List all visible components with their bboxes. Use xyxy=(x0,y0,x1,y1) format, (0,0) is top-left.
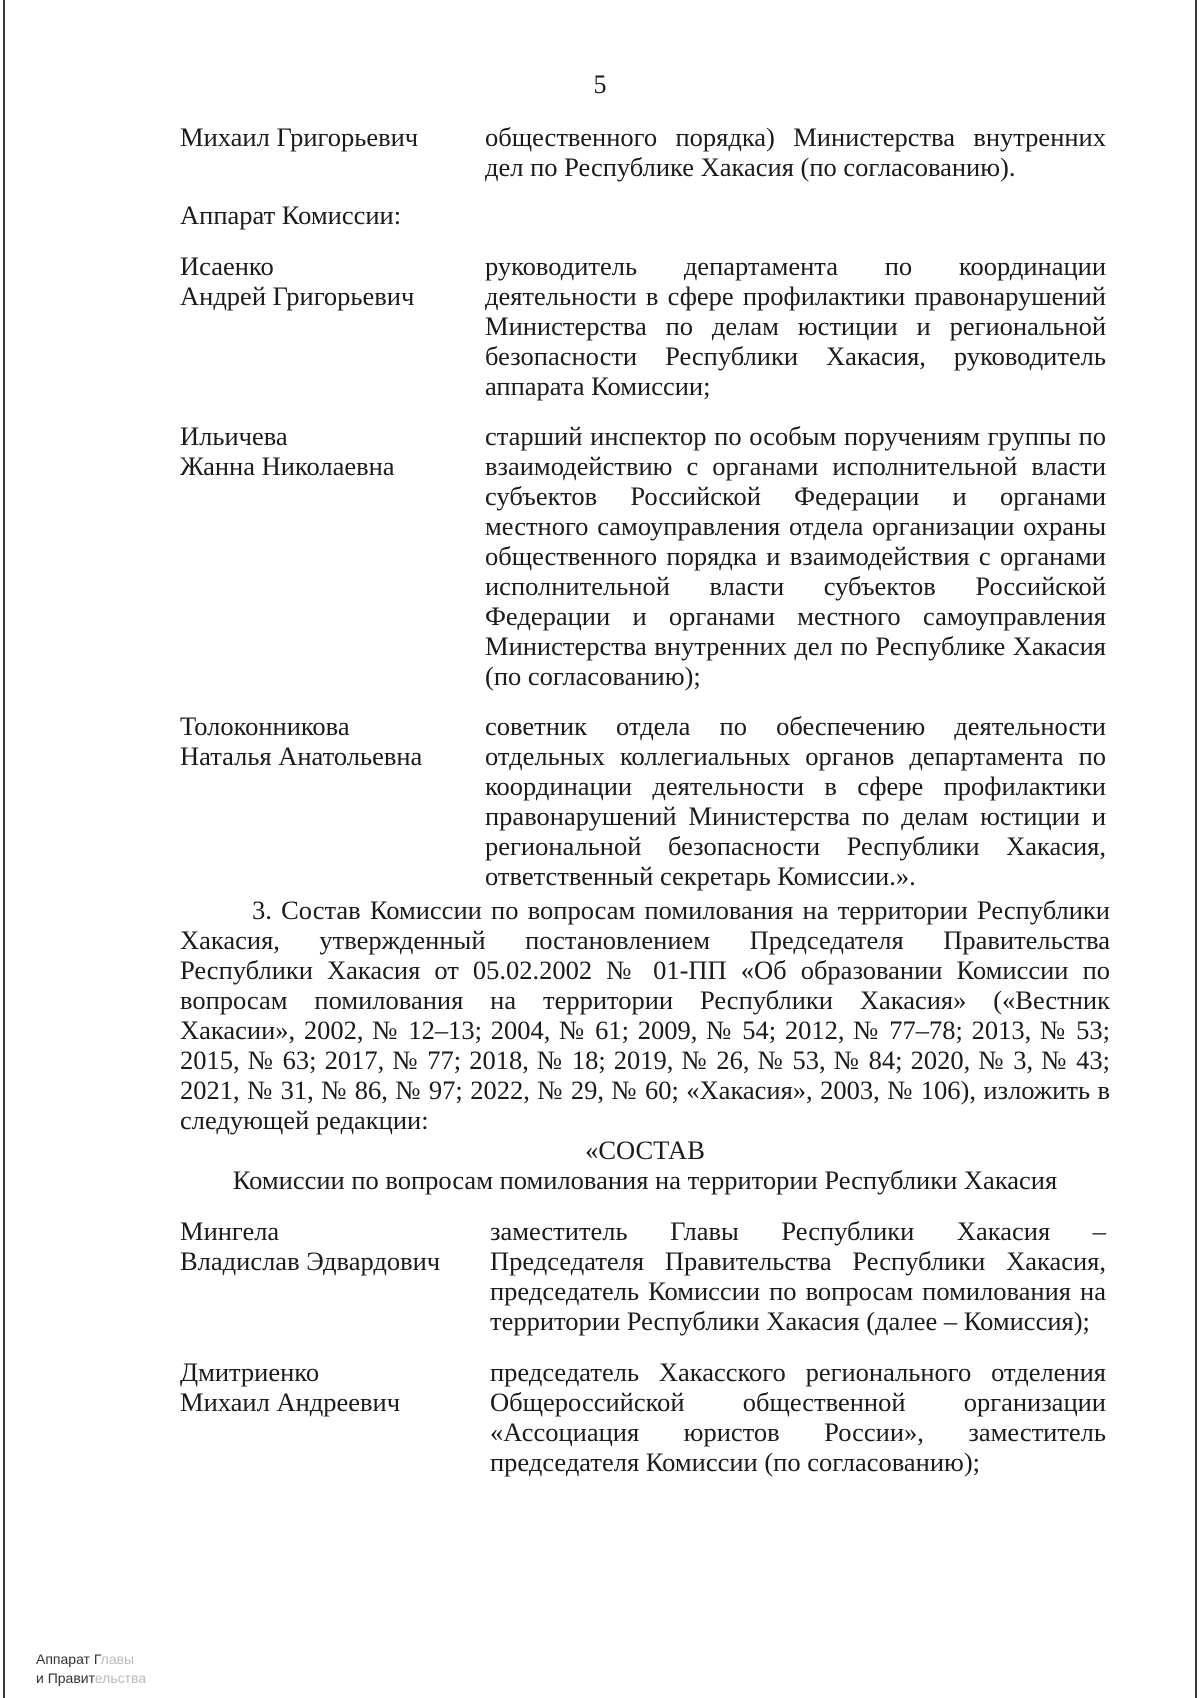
person-name xyxy=(180,711,485,891)
given-names: Андрей Григорьевич xyxy=(180,281,415,311)
scan-edge-left xyxy=(3,0,5,1698)
person-position: общественного порядка) Министерства внутренних дел по Республике Хакасия (по согласованию). xyxy=(485,122,1106,182)
office-stamp xyxy=(36,1650,146,1688)
scan-edge-right xyxy=(1195,0,1197,1698)
stamp-line-1: Аппарат Главы xyxy=(36,1651,135,1667)
surname: Мингела xyxy=(180,1216,280,1246)
apparat-heading: Аппарат Комиссии: xyxy=(180,200,402,230)
paragraph-3: 3. Состав Комиссии по вопросам помилования на территории Республики Хакасия, утвержденный постановлением Председателя Правительства Республики Хакасия от 05.02.2002 № 01-ПП «Об образовании Комиссии по вопросам помилования на территории Республики Хакасия» («Вестник Хакасии», 2002, № 12–13; 2004, № 61; 2009, № 54; 2012, № 77–78; 2013, № 53; 2015, № 63; 2017, № 77; 2018, № 18; 2019, № 26, № 53, № 84; 2020, № 3, № 43; 2021, № 31, № 86, № 97; 2022, № 29, № 60; «Хакасия», 2003, № 106), изложить в следующей редакции: xyxy=(180,895,1110,1135)
person-name xyxy=(180,1216,490,1336)
continuation-entry xyxy=(180,122,1110,182)
document-body xyxy=(180,122,1110,1477)
given-names: Михаил Григорьевич xyxy=(180,122,419,152)
member-entry-ilicheva xyxy=(180,421,1110,691)
surname: Дмитриенко xyxy=(180,1357,320,1387)
given-names: Михаил Андреевич xyxy=(180,1387,401,1417)
composition-title: «СОСТАВ xyxy=(585,1135,705,1165)
stamp-line-2: и Правительства xyxy=(36,1670,147,1686)
surname: Ильичева xyxy=(180,421,288,451)
surname: Исаенко xyxy=(180,251,274,281)
person-position: руководитель департамента по координации деятельности в сфере профилактики правонарушений Министерства по делам юстиции и региональной безопасности Республики Хакасия, руководитель аппарата Комиссии; xyxy=(485,251,1106,401)
member-entry-dmitrienko xyxy=(180,1357,1110,1477)
composition-subtitle: Комиссии по вопросам помилования на территории Республики Хакасия xyxy=(232,1165,1058,1195)
person-name xyxy=(180,421,485,691)
member-entry-mingela xyxy=(180,1216,1110,1336)
page-number: 5 xyxy=(593,70,607,99)
person-name xyxy=(180,1357,490,1477)
person-position: старший инспектор по особым поручениям группы по взаимодействию с органами исполнительной власти субъектов Российской Федерации и органами местного самоуправления отдела организации охраны общественного порядка и взаимодействия с органами исполнительной власти субъектов Российской Федерации и органами местного самоуправления Министерства внутренних дел по Республике Хакасия (по согласованию); xyxy=(485,421,1106,691)
person-name xyxy=(180,251,485,401)
member-entry-tolokonnikova xyxy=(180,711,1110,891)
member-entry-isaenko xyxy=(180,251,1110,401)
person-name xyxy=(180,122,485,182)
given-names: Наталья Анатольевна xyxy=(180,741,423,771)
person-position: председатель Хакасского регионального отделения Общероссийской общественной организации «Ассоциация юристов России», заместитель председателя Комиссии (по согласованию); xyxy=(490,1357,1106,1477)
person-position: советник отдела по обеспечению деятельности отдельных коллегиальных органов департамента по координации деятельности в сфере профилактики правонарушений Министерства по делам юстиции и региональной безопасности Республики Хакасия, ответственный секретарь Комиссии.». xyxy=(485,711,1106,891)
person-position: заместитель Главы Республики Хакасия – Председателя Правительства Республики Хакасия, председатель Комиссии по вопросам помилования на территории Республики Хакасия (далее – Комиссия); xyxy=(490,1216,1106,1336)
given-names: Владислав Эдвардович xyxy=(180,1246,441,1276)
surname: Толоконникова xyxy=(180,711,350,741)
given-names: Жанна Николаевна xyxy=(180,451,395,481)
